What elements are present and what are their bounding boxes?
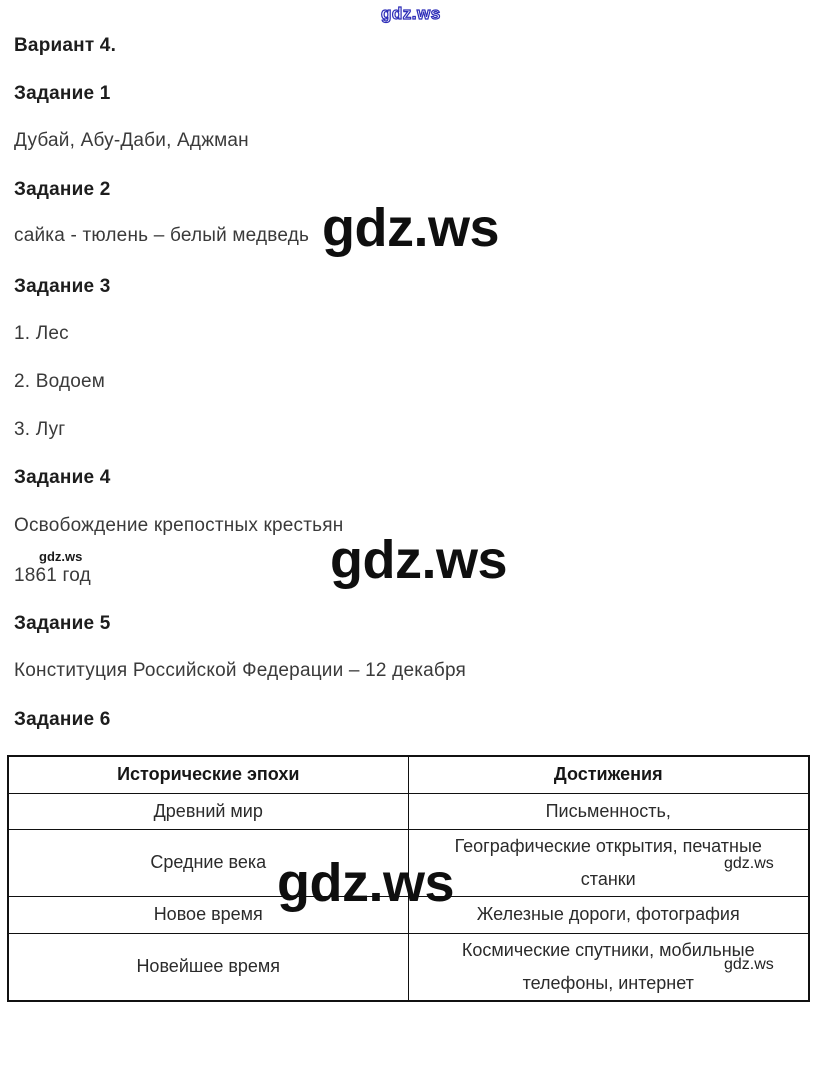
- task-3-answer-2: 2. Водоем: [14, 371, 106, 392]
- table-header-epochs: Исторические эпохи: [8, 756, 408, 793]
- task-4-answer-2: 1861 год: [14, 565, 91, 586]
- task-2-heading: Задание 2: [14, 179, 111, 200]
- task-4-answer-1: Освобождение крепостных крестьян: [14, 515, 344, 536]
- task-1-heading: Задание 1: [14, 83, 111, 104]
- table-header-achievements: Достижения: [408, 756, 809, 793]
- task-3-answer-1: 1. Лес: [14, 323, 69, 344]
- achievement-line: телефоны, интернет: [522, 972, 694, 993]
- table-row-contemporary-era: [8, 933, 809, 1001]
- achievement-line: Письменность,: [545, 800, 671, 821]
- gdz-watermark-large-1: gdz.ws: [322, 198, 500, 258]
- gdz-watermark-small-3: gdz.ws: [724, 956, 774, 973]
- epoch-cell: Средние века: [8, 829, 408, 896]
- task-5-heading: Задание 5: [14, 613, 111, 634]
- gdz-watermark-small-1: gdz.ws: [39, 549, 83, 564]
- achievement-cell: [408, 793, 809, 829]
- gdz-watermark-small-2: gdz.ws: [724, 855, 774, 872]
- gdz-watermark-large-3: gdz.ws: [277, 853, 455, 913]
- task-6-heading: Задание 6: [14, 709, 111, 730]
- task-1-answer: Дубай, Абу-Даби, Аджман: [14, 130, 249, 151]
- task-3-answer-3: 3. Луг: [14, 419, 66, 440]
- achievement-line: Железные дороги, фотография: [476, 904, 740, 924]
- table-row-ancient-world: [8, 793, 809, 829]
- task-4-heading: Задание 4: [14, 467, 111, 488]
- epoch-cell: Древний мир: [8, 793, 408, 829]
- achievement-line: Географические открытия, печатные: [454, 835, 762, 856]
- variant-title: Вариант 4.: [14, 35, 117, 56]
- epoch-cell: Новое время: [8, 896, 408, 933]
- epoch-cell: Новейшее время: [8, 933, 408, 1001]
- achievement-line: станки: [580, 868, 636, 889]
- achievement-cell: [408, 896, 809, 933]
- task-3-heading: Задание 3: [14, 276, 111, 297]
- gdz-watermark-top: gdz.ws: [381, 4, 441, 23]
- gdz-watermark-large-2: gdz.ws: [330, 530, 508, 590]
- table-header-row: [8, 756, 809, 793]
- achievement-line: Космические спутники, мобильные: [461, 939, 755, 960]
- task-5-answer: Конституция Российской Федерации – 12 декабря: [14, 660, 467, 681]
- task-2-answer: сайка - тюлень – белый медведь: [14, 225, 310, 246]
